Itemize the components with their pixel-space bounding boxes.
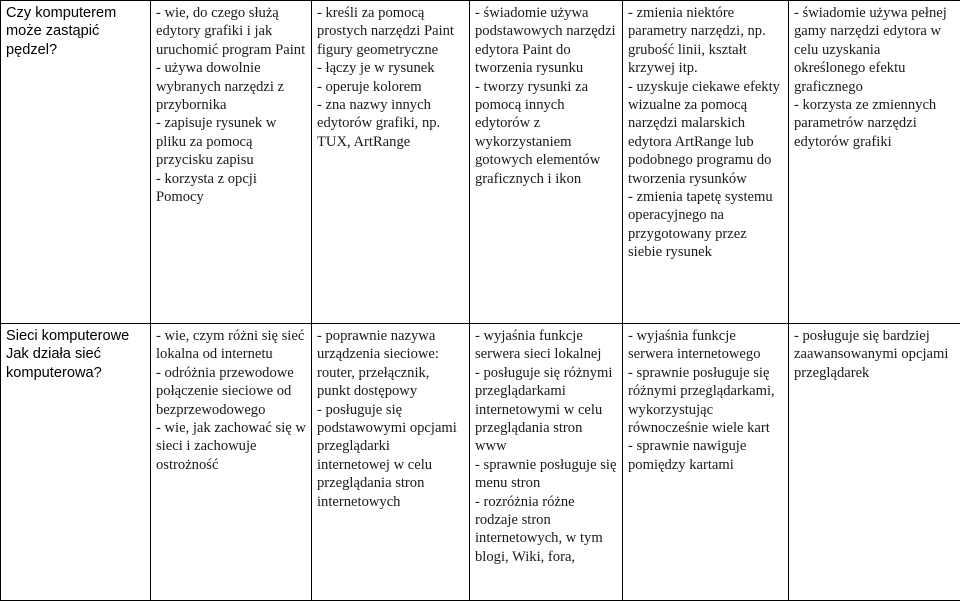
- requirement-item: - wyjaśnia funkcje serwera sieci lokalnej: [475, 328, 602, 363]
- requirement-item: - sprawnie posługuje się menu stron: [475, 456, 621, 492]
- requirements-cell: [789, 324, 960, 601]
- topic-cell: [1, 1, 151, 324]
- topic-title: Czy komputerem może zastąpić pędzel?: [6, 5, 117, 58]
- requirement-item: - uzyskuje ciekawe efekty wizualne za pomocą narzędzi malarskich edytora ArtRange lub podobnego programu do tworzenia rysunków: [628, 78, 784, 187]
- requirement-item: - wie, do czego służą edytory grafiki i jak uruchomić program Paint: [156, 5, 306, 58]
- requirement-item: - korzysta ze zmiennych parametrów narzędzi edytorów grafiki: [794, 97, 940, 150]
- requirement-item: - wie, czym różni się sieć lokalna od internetu: [156, 328, 308, 363]
- requirement-item: - zmienia niektóre parametry narzędzi, np. grubość linii, kształt krzywej itp.: [628, 5, 770, 77]
- requirement-item: - tworzy rysunki za pomocą innych edytorów z wykorzystaniem gotowych elementów graficznych i ikon: [475, 78, 604, 187]
- requirements-cell: [623, 1, 789, 324]
- requirement-item: - używa dowolnie wybranych narzędzi z przybornika: [156, 60, 288, 114]
- requirement-item: - posługuje się podstawowymi opcjami przeglądarki internetowej w celu przeglądania stron internetowych: [317, 401, 461, 510]
- topic-cell: [1, 324, 151, 601]
- requirement-item: - łączy je w rysunek: [317, 60, 435, 77]
- requirement-item: - zna nazwy innych edytorów grafiki, np. TUX, ArtRange: [317, 97, 444, 150]
- requirements-cell: [312, 1, 470, 324]
- requirement-item: - operuje kolorem: [317, 78, 422, 95]
- requirements-cell: [151, 324, 312, 601]
- section-title: Sieci komputerowe: [6, 328, 130, 344]
- requirement-item: - zapisuje rysunek w pliku za pomocą przycisku zapisu: [156, 115, 281, 169]
- requirement-item: - korzysta z opcji Pomocy: [156, 170, 261, 206]
- requirements-cell: [470, 324, 623, 601]
- requirement-item: - rozróżnia różne rodzaje stron internetowych, w tym blogi, Wiki, fora,: [475, 493, 607, 565]
- requirements-cell: [312, 324, 470, 601]
- table-row: [1, 324, 960, 601]
- requirements-cell: [470, 1, 623, 324]
- requirement-item: - świadomie używa podstawowych narzędzi edytora Paint do tworzenia rysunku: [475, 5, 620, 77]
- requirement-item: - sprawnie posługuje się różnymi przeglądarkami, wykorzystując równocześnie wiele kart: [628, 364, 779, 437]
- topic-title: Jak działa sieć komputerowa?: [6, 346, 102, 381]
- requirement-item: - świadomie używa pełnej gamy narzędzi edytora w celu uzyskania określonego efektu graficznego: [794, 5, 951, 95]
- table-row: [1, 1, 960, 324]
- requirements-cell: [623, 324, 789, 601]
- requirement-item: - zmienia tapetę systemu operacyjnego na przygotowany przez siebie rysunek: [628, 189, 777, 261]
- requirement-item: - poprawnie nazywa urządzenia sieciowe: router, przełącznik, punkt dostępowy: [317, 328, 443, 400]
- requirement-item: - wyjaśnia funkcje serwera internetowego: [628, 328, 761, 363]
- requirements-cell: [151, 1, 312, 324]
- requirement-item: - sprawnie nawiguje pomiędzy kartami: [628, 438, 750, 473]
- requirements-cell: [789, 1, 960, 324]
- requirement-item: - wie, jak zachować się w sieci i zachowuje ostrożność: [156, 420, 310, 473]
- requirement-item: - posługuje się bardziej zaawansowanymi opcjami przeglądarek: [794, 328, 953, 381]
- requirement-item: - odróżnia przewodowe połączenie sieciowe od bezprzewodowego: [156, 364, 298, 418]
- requirement-item: - posługuje się różnymi przeglądarkami internetowymi w celu przeglądania stron www: [475, 364, 617, 455]
- requirement-item: - kreśli za pomocą prostych narzędzi Paint figury geometryczne: [317, 5, 458, 58]
